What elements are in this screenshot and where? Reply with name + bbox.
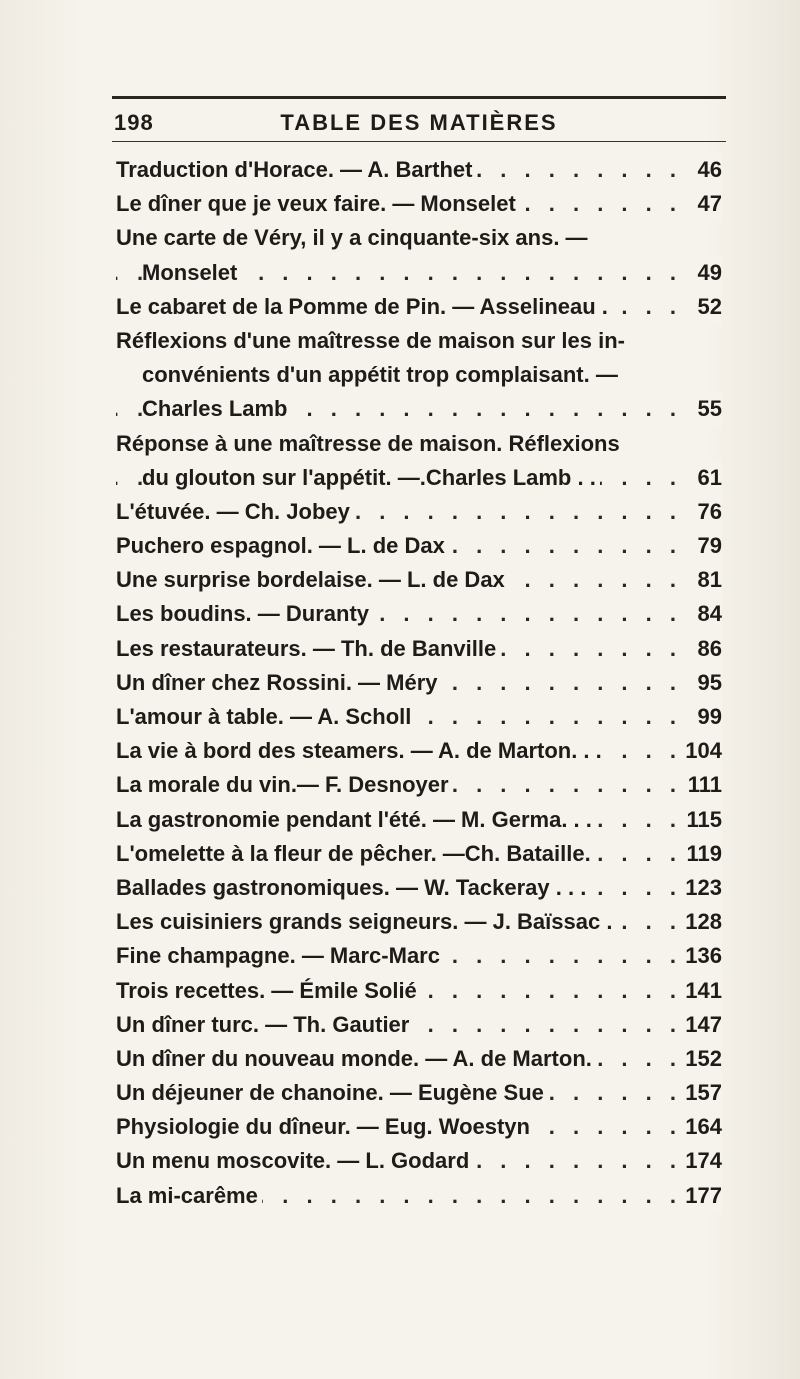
toc-page-number: 81 — [686, 563, 722, 597]
toc-page-number: 141 — [681, 974, 722, 1008]
toc-entry-title: Réflexions d'une maîtresse de maison sur les in- — [116, 328, 629, 353]
toc-entry — [116, 837, 722, 871]
toc-entry — [116, 1110, 722, 1144]
toc-entry-title: convénients d'un appétit trop complaisant. — — [142, 362, 622, 387]
toc-page-number: 99 — [686, 700, 722, 734]
toc-line — [116, 734, 722, 768]
toc-page-number: 61 — [686, 461, 722, 495]
toc-entry — [116, 871, 722, 905]
toc-page-number: 47 — [686, 187, 722, 221]
toc-line — [116, 1110, 722, 1144]
toc-line — [116, 597, 722, 631]
toc-entry — [116, 905, 722, 939]
toc-page-number: 55 — [686, 392, 722, 426]
toc-page-number: 128 — [681, 905, 722, 939]
toc-page-number: 152 — [681, 1042, 722, 1076]
toc-entry-title: Physiologie du dîneur. — Eug. Woestyn — [116, 1114, 534, 1139]
toc-entry — [116, 427, 722, 495]
toc-entry-title: Ballades gastronomiques. — W. Tackeray . . . — [116, 875, 590, 900]
toc-entry — [116, 529, 722, 563]
toc-line — [116, 256, 722, 290]
toc-line — [116, 290, 722, 324]
toc-entry — [116, 563, 722, 597]
toc-line — [116, 221, 722, 255]
toc-entry-title: La morale du vin.— F. Desnoyer — [116, 772, 453, 797]
toc-entry — [116, 597, 722, 631]
toc-entry-title: Fine champagne. — Marc-Marc — [116, 943, 444, 968]
toc-entry-title: L'omelette à la fleur de pêcher. —Ch. Bataille. — [116, 841, 595, 866]
toc-line — [116, 358, 722, 392]
toc-entry — [116, 1076, 722, 1110]
running-title: TABLE DES MATIÈRES — [280, 110, 558, 135]
toc-entry-title: La vie à bord des steamers. — A. de Marton. . . — [116, 738, 606, 763]
toc-line — [116, 768, 722, 802]
toc-entry — [116, 1008, 722, 1042]
toc-entry-title: Le dîner que je veux faire. — Monselet — [116, 191, 520, 216]
toc-entry-title: Trois recettes. — Émile Solié — [116, 978, 421, 1003]
toc-line — [116, 1144, 722, 1178]
toc-line — [116, 392, 722, 426]
toc-entry — [116, 666, 722, 700]
toc-line — [116, 871, 722, 905]
toc-line — [116, 187, 722, 221]
toc-line — [116, 461, 722, 495]
toc-entry-title: Charles Lamb — [142, 396, 292, 421]
toc-line — [116, 905, 722, 939]
toc-line — [116, 632, 722, 666]
toc-entry-title: Puchero espagnol. — L. de Dax — [116, 533, 449, 558]
toc-entry — [116, 324, 722, 427]
toc-entry — [116, 495, 722, 529]
toc-entry-title: Les boudins. — Duranty — [116, 601, 373, 626]
page-header — [112, 110, 726, 144]
toc-page-number: 164 — [681, 1110, 722, 1144]
toc-entry-title: Un déjeuner de chanoine. — Eugène Sue — [116, 1080, 548, 1105]
toc-line — [116, 939, 722, 973]
toc-line — [116, 974, 722, 1008]
toc-entry — [116, 187, 722, 221]
toc-entry — [116, 734, 722, 768]
toc-page-number: 115 — [683, 803, 723, 837]
toc-page-number: 86 — [686, 632, 722, 666]
toc-line — [116, 324, 722, 358]
toc-page-number: 177 — [681, 1179, 722, 1213]
toc-line — [116, 427, 722, 461]
toc-line — [116, 563, 722, 597]
toc-entry-title: La gastronomie pendant l'été. — M. Germa. . . — [116, 807, 596, 832]
toc-entry-title: Une carte de Véry, il y a cinquante-six ans. — — [116, 225, 592, 250]
toc-line — [116, 837, 722, 871]
toc-entry — [116, 290, 722, 324]
toc-entry-title: Traduction d'Horace. — A. Barthet — [116, 157, 476, 182]
toc-page-number: 123 — [681, 871, 722, 905]
top-rule — [112, 96, 726, 99]
toc-entry-title: Monselet — [142, 260, 241, 285]
toc-line — [116, 1008, 722, 1042]
toc-line — [116, 1076, 722, 1110]
toc-entry-title: Le cabaret de la Pomme de Pin. — Asselineau . — [116, 294, 612, 319]
toc-line — [116, 1179, 722, 1213]
toc-entry — [116, 221, 722, 289]
toc-line — [116, 153, 722, 187]
toc-entry-title: Une surprise bordelaise. — L. de Dax — [116, 567, 509, 592]
toc-page-number: 119 — [683, 837, 723, 871]
toc-page-number: 49 — [686, 256, 722, 290]
header-rule — [112, 141, 726, 142]
toc-page-number: 84 — [686, 597, 722, 631]
toc-entry — [116, 974, 722, 1008]
toc-entry-title: Un dîner chez Rossini. — Méry — [116, 670, 442, 695]
toc-entry-title: Un menu moscovite. — L. Godard — [116, 1148, 473, 1173]
toc-entry-title: L'étuvée. — Ch. Jobey — [116, 499, 354, 524]
toc-page-number: 46 — [686, 153, 722, 187]
toc-entry-title: Les restaurateurs. — Th. de Banville — [116, 636, 500, 661]
toc-entry-title: Les cuisiniers grands seigneurs. — J. Baïssac . — [116, 909, 616, 934]
toc-entry-title: Un dîner du nouveau monde. — A. de Marton. — [116, 1046, 596, 1071]
toc-entry — [116, 153, 722, 187]
toc-entry-title: Un dîner turc. — Th. Gautier — [116, 1012, 413, 1037]
toc-line — [116, 529, 722, 563]
toc-line — [116, 803, 722, 837]
toc-entry-title: L'amour à table. — A. Scholl — [116, 704, 415, 729]
toc-entry-title: du glouton sur l'appétit. —.Charles Lamb . . — [142, 465, 600, 490]
toc-entry — [116, 1042, 722, 1076]
toc-entry-title: La mi-carême — [116, 1183, 262, 1208]
toc-entry — [116, 768, 722, 802]
toc-entry — [116, 1144, 722, 1178]
toc-page-number: 76 — [686, 495, 722, 529]
page-number: 198 — [114, 110, 154, 135]
toc-page-number: 95 — [686, 666, 722, 700]
toc-page-number: 157 — [681, 1076, 722, 1110]
toc-entry — [116, 1179, 722, 1213]
toc-entry — [116, 632, 722, 666]
toc-line — [116, 666, 722, 700]
toc-entry — [116, 939, 722, 973]
toc-page-number: 174 — [681, 1144, 722, 1178]
toc-page-number: 111 — [684, 768, 722, 802]
toc-page-number: 136 — [681, 939, 722, 973]
toc-page-number: 79 — [686, 529, 722, 563]
toc-page-number: 104 — [681, 734, 722, 768]
toc-line — [116, 700, 722, 734]
toc-line — [116, 1042, 722, 1076]
toc-entry — [116, 700, 722, 734]
toc-line — [116, 495, 722, 529]
toc-page-number: 52 — [686, 290, 722, 324]
toc-entry — [116, 803, 722, 837]
toc-page-number: 147 — [681, 1008, 722, 1042]
table-of-contents — [116, 153, 722, 1213]
toc-entry-title: Réponse à une maîtresse de maison. Réflexions — [116, 431, 624, 456]
